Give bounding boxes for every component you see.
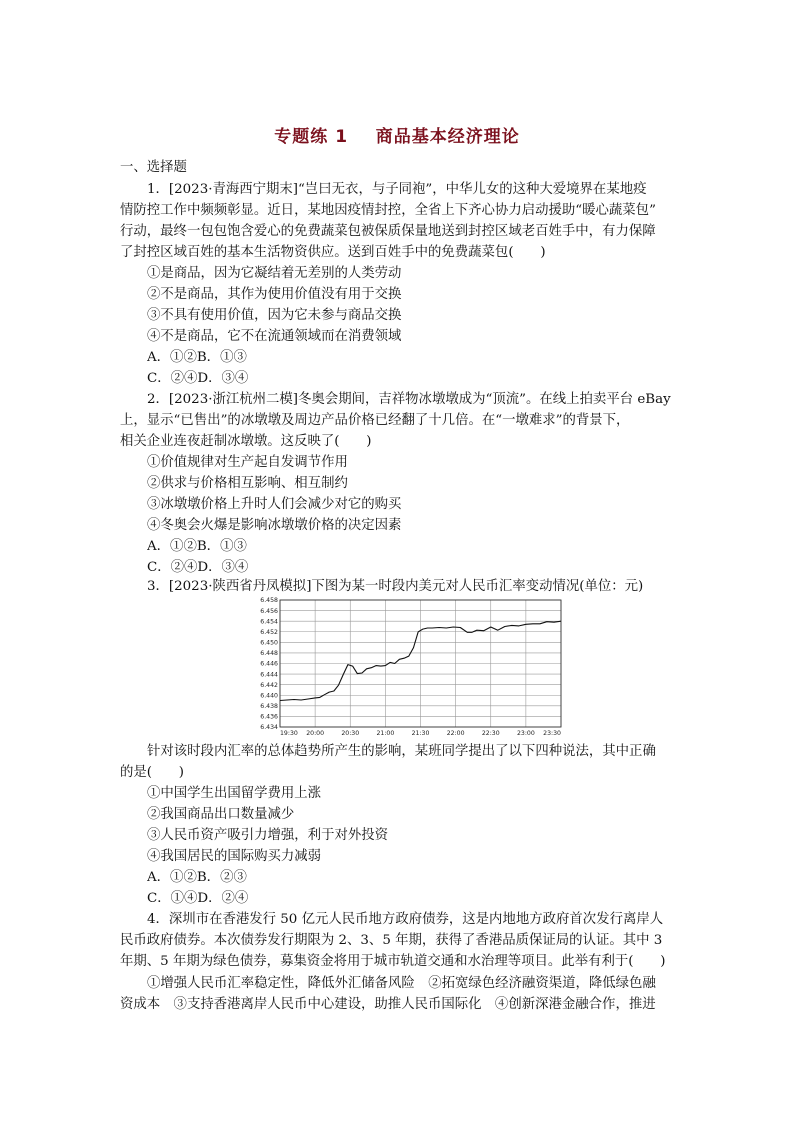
q3-line: 针对该时段内汇率的总体趋势所产生的影响，某班同学提出了以下四种说法，其中正确 [147, 744, 656, 759]
y-tick-label: 6.436 [260, 713, 278, 721]
page-title: 专题练 1 商品基本经济理论 [274, 127, 520, 147]
q2-answer-row: A．①②B．①③ [147, 539, 247, 554]
q2-option: ④冬奥会火爆是影响冰墩墩价格的决定因素 [147, 518, 402, 533]
q1-option: ①是商品，因为它凝结着无差别的人类劳动 [147, 266, 402, 281]
x-tick-label: 19:30 [280, 730, 298, 737]
x-tick-label: 21:30 [411, 730, 430, 737]
y-tick-label: 6.440 [260, 692, 278, 700]
x-tick-label: 22:00 [446, 730, 465, 737]
q2-option: ③冰墩墩价格上升时人们会减少对它的购买 [147, 497, 402, 512]
q4-option-line: ①增强人民币汇率稳定性，降低外汇储备风险 ②拓宽绿色经济融资渠道，降低绿色融 [147, 976, 656, 991]
q3-answer-row: C．①④D．②④ [147, 891, 249, 906]
y-tick-label: 6.454 [260, 618, 278, 626]
q2-answer-row: C．②④D．③④ [147, 560, 249, 575]
q2-option: ②供求与价格相互影响、相互制约 [147, 476, 348, 491]
y-tick-label: 6.434 [260, 724, 278, 732]
q2-option: ①价值规律对生产起自发调节作用 [147, 455, 348, 470]
q3-option: ③人民币资产吸引力增强，利于对外投资 [147, 828, 389, 843]
x-tick-label: 23:30 [543, 730, 561, 737]
y-tick-label: 6.456 [260, 607, 278, 615]
q4-option-line: 资成本 ③支持香港离岸人民币中心建设，助推人民币国际化 ④创新深港金融合作，推进 [120, 997, 656, 1012]
q1-answer-row: C．②④D．③④ [147, 371, 249, 386]
exchange-rate-chart [255, 597, 567, 737]
q3-line: 的是( ) [120, 765, 185, 780]
y-tick-label: 6.450 [260, 639, 278, 647]
q3-answer-row: A．①②B．②③ [147, 870, 247, 885]
q2-line: 2．[2023·浙江杭州二模]冬奥会期间，吉祥物冰墩墩成为“顶流”。在线上拍卖平台 eBay [147, 392, 671, 407]
q1-option: ④不是商品，它不在流通领域而在消费领域 [147, 329, 402, 344]
q3-option: ①中国学生出国留学费用上涨 [147, 786, 322, 801]
q4-line: 民币政府债券。本次债券发行期限为 2、3、5 年期，获得了香港品质保证局的认证。其中 3 [120, 933, 663, 948]
q1-line: 行动，最终一包包饱含爱心的免费蔬菜包被保质保量地送到封控区域老百姓手中，有力保障 [120, 224, 656, 239]
q1-line: 情防控工作中频频彰显。近日，某地因疫情封控，全省上下齐心协力启动援助“暖心蔬菜包” [120, 203, 656, 218]
y-tick-label: 6.448 [260, 650, 278, 658]
q1-line: 了封控区域百姓的基本生活物资供应。送到百姓手中的免费蔬菜包( ) [120, 245, 546, 260]
q1-line: 1．[2023·青海西宁期末]“岂曰无衣，与子同袍”，中华儿女的这种大爱境界在某地疫 [147, 182, 647, 197]
q3-option: ②我国商品出口数量减少 [147, 807, 295, 822]
x-tick-label: 23:00 [516, 730, 535, 737]
y-tick-label: 6.446 [260, 660, 278, 668]
q4-line: 4．深圳市在香港发行 50 亿元人民币地方政府债券，这是内地地方政府首次发行离岸人 [147, 912, 664, 927]
y-tick-label: 6.442 [260, 681, 278, 689]
y-tick-label: 6.438 [260, 703, 278, 711]
y-tick-label: 6.452 [260, 628, 278, 636]
q1-option: ③不具有使用价值，因为它未参与商品交换 [147, 308, 402, 323]
q4-line: 年期、5 年期为绿色债券，募集资金将用于城市轨道交通和水治理等项目。此举有利于( ) [120, 954, 666, 969]
y-tick-label: 6.458 [260, 597, 278, 605]
x-tick-label: 22:30 [481, 730, 500, 737]
q3-line: 3．[2023·陕西省丹凤模拟]下图为某一时段内美元对人民币汇率变动情况(单位：元) [147, 579, 644, 594]
q3-option: ④我国居民的国际购买力减弱 [147, 849, 322, 864]
x-tick-label: 20:00 [306, 730, 325, 737]
q1-answer-row: A．①②B．①③ [147, 350, 247, 365]
q1-option: ②不是商品，其作为使用价值没有用于交换 [147, 287, 402, 302]
q2-line: 相关企业连夜赶制冰墩墩。这反映了( ) [120, 434, 372, 449]
x-tick-label: 20:30 [341, 730, 360, 737]
x-tick-label: 21:00 [376, 730, 395, 737]
q2-line: 上，显示“已售出”的冰墩墩及周边产品价格已经翻了十几倍。在“一墩难求”的背景下， [120, 413, 630, 428]
section-heading: 一、选择题 [120, 160, 187, 175]
y-tick-label: 6.444 [260, 671, 278, 679]
